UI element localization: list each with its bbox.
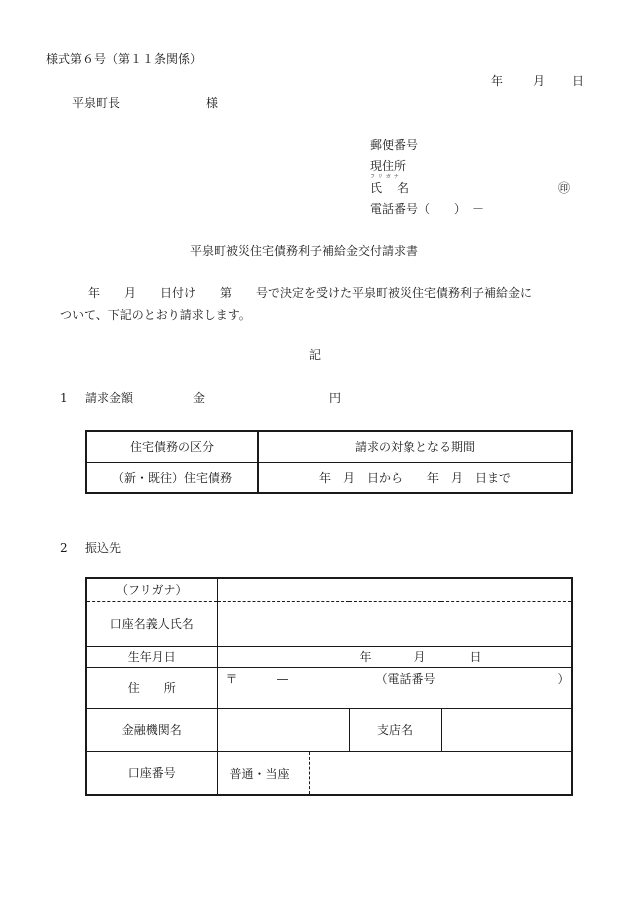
account-holder-row	[86, 601, 572, 646]
bank-name-label: 金融機関名	[86, 708, 217, 751]
bank-transfer-table	[85, 577, 573, 796]
yen-label: 円	[329, 391, 342, 405]
debt-period-table	[85, 430, 573, 494]
postal-dash: —	[276, 671, 289, 686]
account-holder-input-cell[interactable]	[217, 601, 572, 646]
furigana-row	[86, 578, 572, 601]
birthdate-input-cell[interactable]	[217, 646, 572, 667]
account-holder-label: 口座名義人氏名	[86, 601, 217, 646]
table-row	[86, 462, 572, 493]
name-label-second: 名	[397, 181, 410, 195]
phone-label: 電話番号（ ） －	[370, 202, 485, 216]
table-header-row	[86, 431, 572, 462]
debt-category-value[interactable]: （新・既往）住宅債務	[86, 462, 258, 493]
name-furigana-small: フリガナ	[370, 174, 402, 180]
account-type-options[interactable]: 普通・当座	[229, 766, 290, 781]
birth-day: 日	[469, 649, 482, 664]
bank-name-input-cell[interactable]	[217, 708, 349, 751]
header-request-period: 請求の対象となる期間	[258, 431, 572, 462]
header-debt-category: 住宅債務の区分	[86, 431, 258, 462]
date-year: 年	[491, 74, 504, 88]
postal-mark-icon: 〒	[225, 671, 238, 686]
phone-close: ）	[557, 671, 570, 686]
bank-row	[86, 708, 572, 751]
phone-open: （電話番号	[375, 671, 436, 686]
branch-name-input-cell[interactable]	[441, 708, 572, 751]
addressee-name: 平泉町長	[72, 96, 121, 110]
document-title: 平泉町被災住宅債務利子補給金交付請求書	[190, 244, 419, 258]
furigana-label: （フリガナ）	[86, 578, 217, 601]
addressee-honorific: 様	[206, 96, 219, 110]
seal-icon: ㊞	[558, 181, 571, 195]
address-input-cell[interactable]	[217, 667, 572, 708]
branch-name-label: 支店名	[349, 708, 441, 751]
ki-heading: 記	[309, 348, 322, 362]
section-2-number: 2	[60, 541, 68, 555]
form-number: 様式第６号（第１１条関係）	[46, 52, 203, 66]
date-month: 月	[533, 74, 546, 88]
birthdate-label: 生年月日	[86, 646, 217, 667]
name-label-first: 氏	[370, 181, 383, 195]
date-day: 日	[572, 74, 585, 88]
furigana-input-cell[interactable]	[217, 578, 572, 601]
section-1-number: 1	[60, 391, 68, 405]
address-row	[86, 667, 572, 708]
birth-year: 年	[359, 649, 372, 664]
request-amount-label: 請求金額	[85, 391, 134, 405]
body-text-line1: 年 月 日付け 第 号で決定を受けた平泉町被災住宅債務利子補給金に	[88, 286, 533, 300]
kin-label: 金	[193, 391, 206, 405]
postal-code-label: 郵便番号	[370, 138, 419, 152]
address-label-cell: 住 所	[86, 667, 217, 708]
address-label: 現住所	[370, 159, 407, 173]
request-period-value[interactable]: 年 月 日から 年 月 日まで	[318, 470, 511, 485]
account-type-divider	[309, 752, 310, 795]
birth-month: 月	[413, 649, 426, 664]
body-text-line2: ついて、下記のとおり請求します。	[60, 308, 251, 322]
transfer-destination-label: 振込先	[85, 541, 122, 555]
account-number-input-cell[interactable]	[217, 751, 572, 795]
account-number-label: 口座番号	[86, 751, 217, 795]
birthdate-row	[86, 646, 572, 667]
account-number-row	[86, 751, 572, 795]
